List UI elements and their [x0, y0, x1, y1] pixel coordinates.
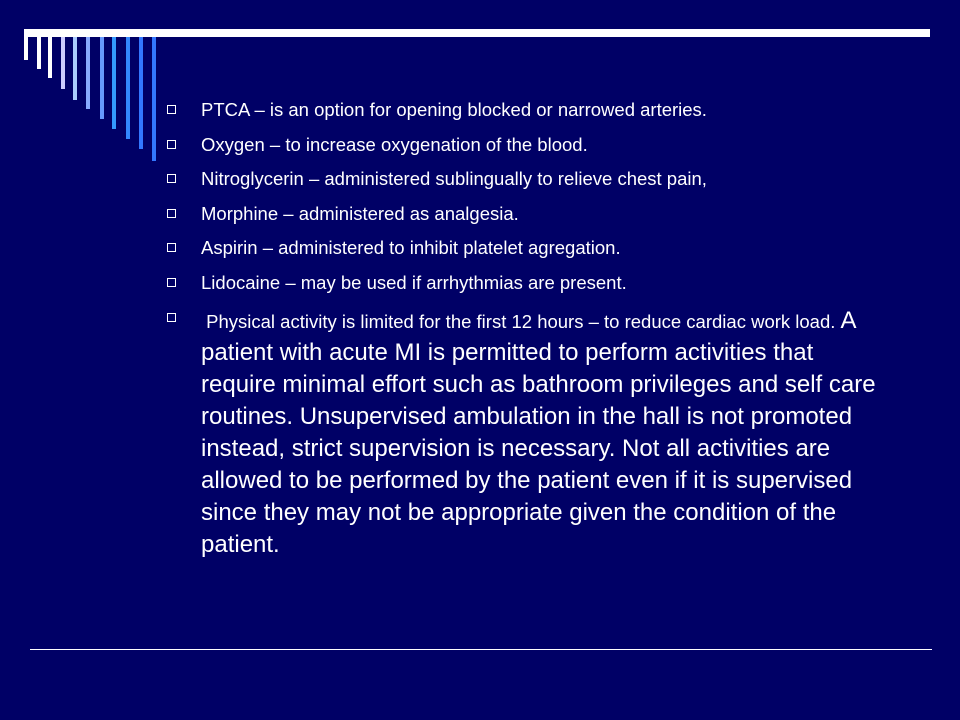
bullet-item: [164, 98, 894, 122]
stripe-bar: [152, 37, 156, 161]
bullet-item-physical-activity: [164, 305, 894, 561]
bullet-text: Morphine – administered as analgesia.: [201, 202, 519, 224]
stripe-bar: [48, 37, 52, 78]
stripe-bar: [24, 37, 28, 60]
top-rule-decoration: [24, 29, 930, 37]
bottom-rule-decoration: [30, 649, 932, 650]
bullet-list: [164, 96, 894, 561]
hollow-square-bullet-icon: [167, 209, 176, 218]
stripe-bar: [139, 37, 143, 149]
bullet-item: [164, 202, 894, 226]
stripe-bar: [37, 37, 41, 69]
bullet-text: Oxygen – to increase oxygenation of the blood.: [201, 133, 588, 155]
hollow-square-bullet-icon: [167, 174, 176, 183]
bullet-item: [164, 167, 894, 191]
bullet-item: [164, 133, 894, 157]
hollow-square-bullet-icon: [167, 105, 176, 114]
hollow-square-bullet-icon: [167, 243, 176, 252]
stripe-bar: [86, 37, 90, 109]
stripe-bar: [73, 37, 77, 100]
hollow-square-bullet-icon: [167, 313, 176, 322]
bullet-text-large: A patient with acute MI is permitted to perform activities that require minimal effort such as bathroom privileges and self care routines. Unsupervised ambulation in the hall is not promoted instead, strict supervision is necessary. Not all activities are allowed to be performed by the patient even if it is supervised since they may not be appropriate given the condition of the patient.: [201, 307, 876, 558]
hollow-square-bullet-icon: [167, 278, 176, 287]
stripe-bar: [112, 37, 116, 129]
bullet-text: Aspirin – administered to inhibit platelet agregation.: [201, 237, 621, 258]
bullet-text: Nitroglycerin – administered sublingually to relieve chest pain,: [201, 168, 707, 189]
bullet-item: [164, 271, 894, 295]
bullet-item: [164, 236, 894, 260]
bullet-text: PTCA – is an option for opening blocked or narrowed arteries.: [201, 99, 707, 120]
hollow-square-bullet-icon: [167, 140, 176, 149]
stripe-bar: [61, 37, 65, 89]
bullet-text-small: Physical activity is limited for the first 12 hours – to reduce cardiac work load.: [201, 311, 841, 332]
stripe-bar: [100, 37, 104, 119]
bullet-text: Lidocaine – may be used if arrhythmias are present.: [201, 271, 627, 293]
stripe-bar: [126, 37, 130, 139]
